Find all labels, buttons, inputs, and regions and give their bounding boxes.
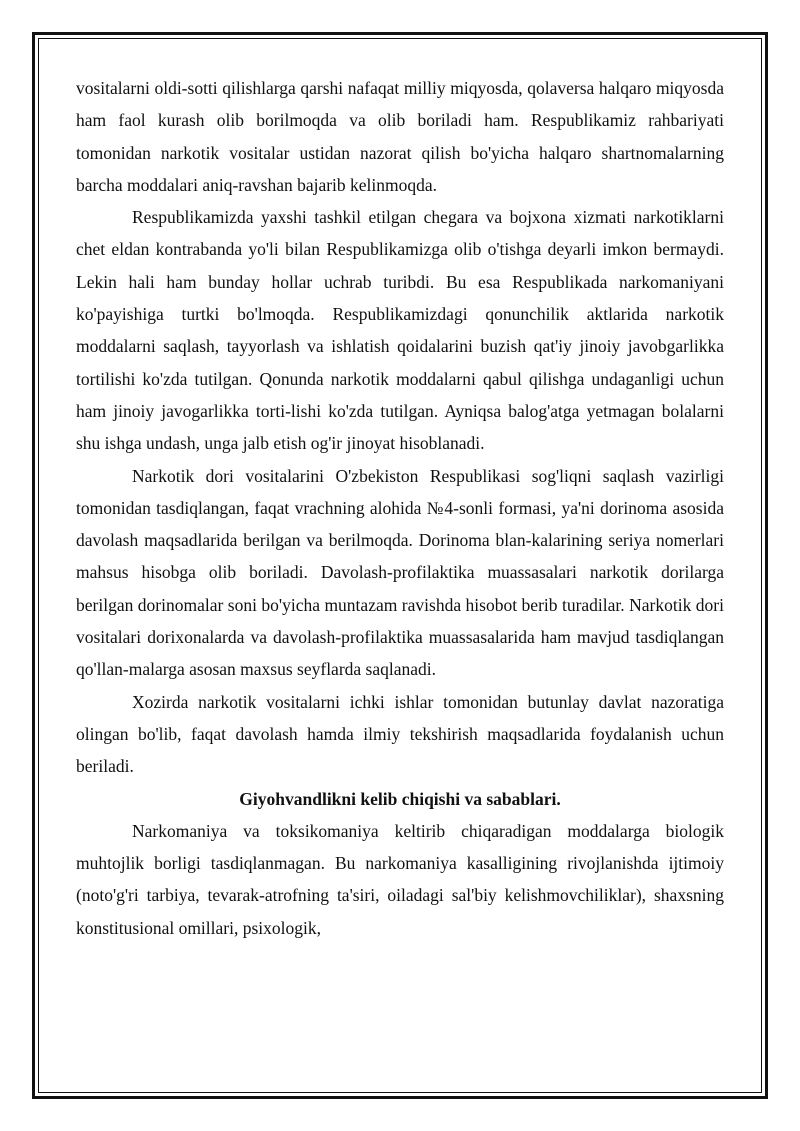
paragraph-continued: vositalarni oldi-sotti qilishlarga qarshi nafaqat milliy miqyosda, qolaversa halqaro miqyosda ham faol kurash olib borilmoqda va olib boriladi ham. Respublikamiz rahbariyati tomonidan narkotik vositalar ustidan nazorat qilish bo'yicha halqaro shartnomalarning barcha moddalari aniq-ravshan bajarib kelinmoqda. [76, 78, 724, 195]
document-body [76, 72, 724, 944]
paragraph-prescriptions: Narkotik dori vositalarini O'zbekiston Respublikasi sog'liqni saqlash vazirligi tomonidan tasdiqlangan, faqat vrachning alohida №4-sonli formasi, ya'ni dorinoma asosida davolash maqsadlarida berilgan va berilmoqda. Dorinoma blan-kalarining seriya nomerlari mahsus hisobga olib boriladi. Davolash-profilaktika muassasalari narkotik dorilarga berilgan dorinomalar soni bo'yicha muntazam ravishda hisobot berib turadilar. Narkotik dori vositalari dorixonalarda va davolash-profilaktika muassasalarida ham mavjud tasdiqlangan qo'llan-malarga asosan maxsus seyflarda saqlanadi. [76, 465, 724, 680]
paragraph-state-control: Xozirda narkotik vositalarni ichki ishlar tomonidan butunlay davlat nazoratiga olingan bo'lib, faqat davolash hamda ilmiy tekshirish maqsadlarida foydalanish uchun beriladi. [76, 691, 724, 777]
paragraph-border-customs: Respublikamizda yaxshi tashkil etilgan chegara va bojxona xizmati narkotiklarni chet eldan kontrabanda yo'li bilan Respublikamizga olib o'tishga deyarli imkon bermaydi. Lekin hali ham bunday hollar uchrab turibdi. Bu esa Respublikada narkomaniyani ko'payishiga turtki bo'lmoqda. Respublikamizdagi qonunchilik aktlarida narkotik moddalarni saqlash, tayyorlash va ishlatish qoidalarini buzish qat'iy jinoiy javobgarlikka tortilishi ko'zda tutilgan. Qonunda narkotik moddalarni qabul qilishga undaganligi uchun ham jinoiy javogarlikka torti-lishi ko'zda tutilgan. Ayniqsa balog'atga yetmagan bolalarni shu ishga undash, unga jalb etish og'ir jinoyat hisoblanadi. [76, 207, 724, 454]
paragraph-causes: Narkomaniya va toksikomaniya keltirib chiqaradigan moddalarga biologik muhtojlik borligi tasdiqlanmagan. Bu narkomaniya kasalligining rivojlanishda ijtimoiy (noto'g'ri tarbiya, tevarak-atrofning ta'siri, oiladagi sal'biy kelishmovchiliklar), shaxsning konstitusional omillari, psixologik, [76, 820, 724, 938]
section-heading: Giyohvandlikni kelib chiqishi va sabablari. [239, 788, 561, 809]
